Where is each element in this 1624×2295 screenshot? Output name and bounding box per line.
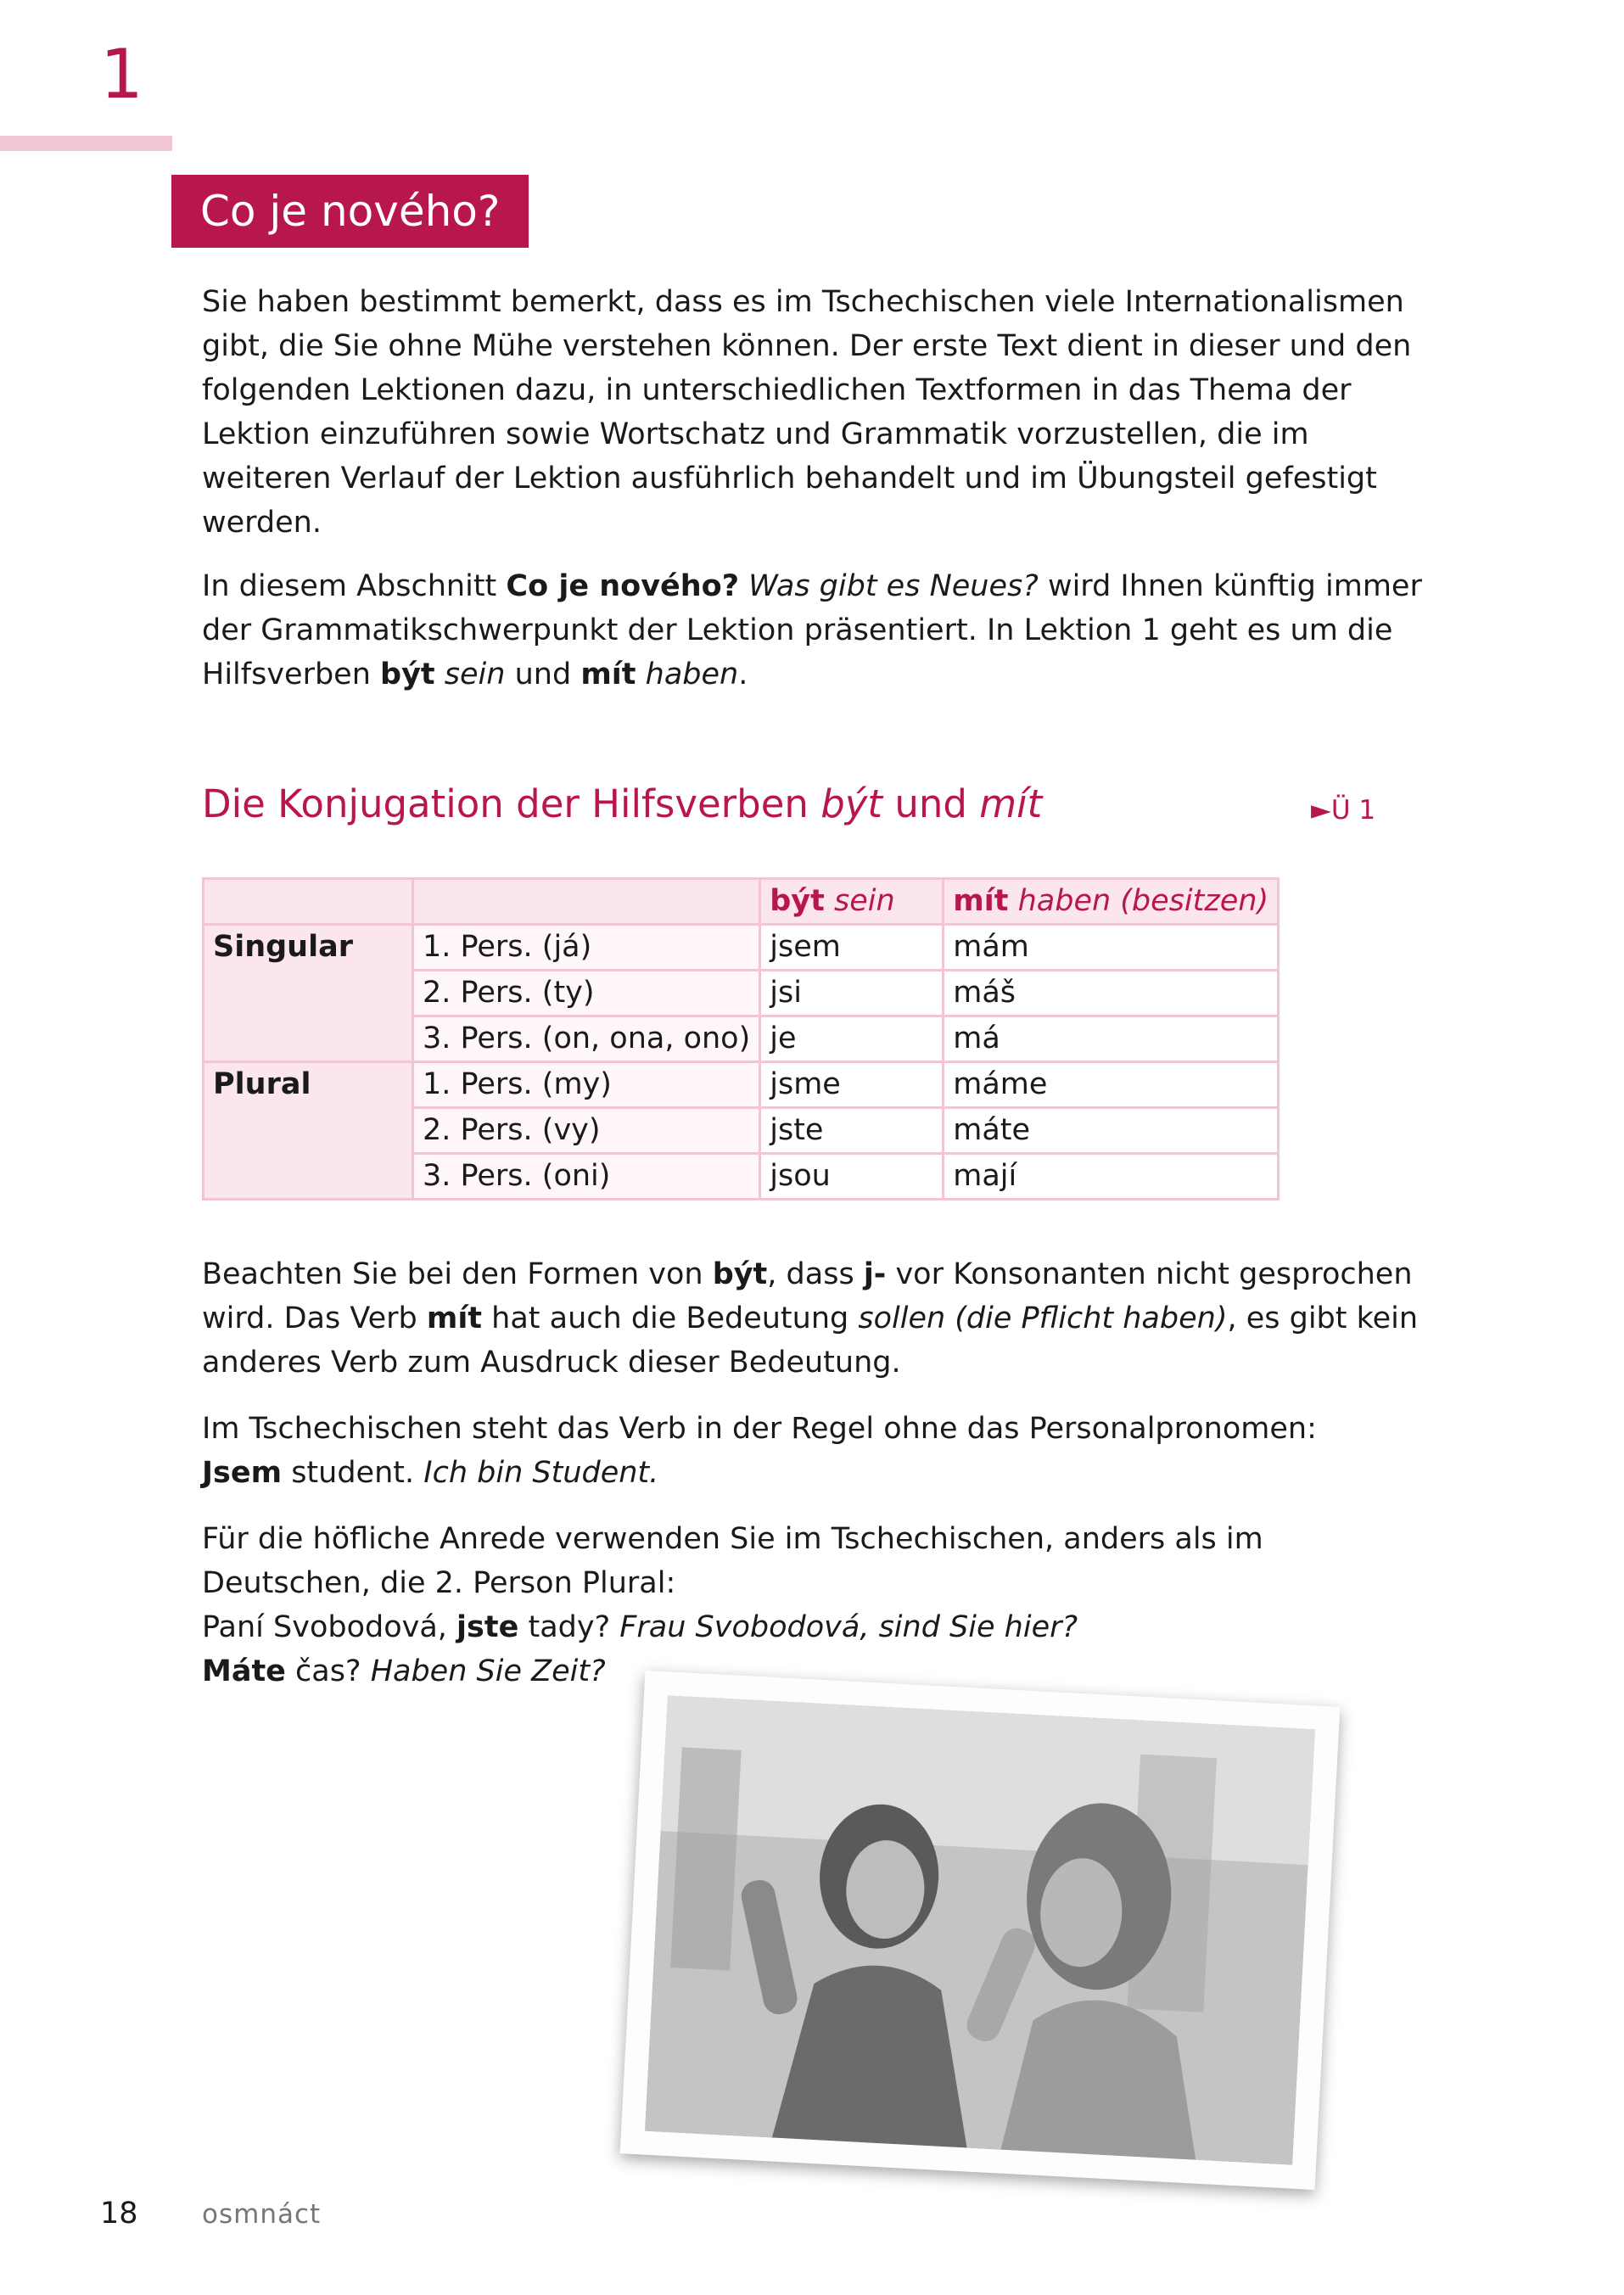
text-run: Beachten Sie bei den Formen von <box>202 1257 713 1291</box>
intro-paragraph-2 <box>202 564 1424 697</box>
subheading-mit: mít <box>979 781 1043 826</box>
text-run: , dass <box>767 1257 864 1291</box>
photo-frame <box>620 1671 1341 2190</box>
byt-form: jste <box>760 1108 944 1154</box>
translation: sollen (die Pflicht haben) <box>858 1301 1228 1335</box>
header-mit: mít <box>953 884 1009 918</box>
term-byt: být <box>380 658 435 691</box>
conjugation-table <box>202 877 1280 1201</box>
byt-form: jsi <box>760 971 944 1016</box>
page-number: 18 <box>100 2197 138 2231</box>
exercise-reference: ►Ü 1 <box>1311 795 1376 826</box>
text-run: vor Konsonanten nicht gesprochen wird. Das Verb <box>202 1257 1413 1335</box>
page-number-word: osmnáct <box>202 2199 322 2230</box>
term-co-je-noveho: Co je nového? <box>506 569 740 603</box>
group-label-plural: Plural <box>204 1062 413 1200</box>
byt-form: jsou <box>760 1154 944 1200</box>
byt-form: jsem <box>760 925 944 971</box>
term-mit: mít <box>426 1301 483 1335</box>
person-cell: 1. Pers. (my) <box>413 1062 760 1108</box>
header-cell-byt <box>760 879 944 925</box>
byt-form: jsme <box>760 1062 944 1108</box>
table-row <box>204 1062 1279 1108</box>
header-byt-translation: sein <box>834 884 895 918</box>
person-cell: 2. Pers. (vy) <box>413 1108 760 1154</box>
translation: Ich bin Student. <box>423 1456 659 1490</box>
photo-illustration <box>645 1695 1315 2164</box>
text-run: hat auch die Bedeutung <box>482 1301 859 1335</box>
text-run: Im Tschechischen steht das Verb in der Regel ohne das Personalpronomen: <box>202 1412 1317 1446</box>
chapter-bar <box>0 136 172 151</box>
text-run: . <box>738 658 748 691</box>
text-run: tady? <box>518 1610 620 1644</box>
text-run: student. <box>282 1456 424 1490</box>
term-byt: být <box>712 1257 768 1291</box>
translation: haben <box>645 658 739 691</box>
table-header-row <box>204 879 1279 925</box>
mit-form: mám <box>944 925 1279 971</box>
mit-form: máme <box>944 1062 1279 1108</box>
photo-image <box>645 1695 1315 2164</box>
example-jste: jste <box>456 1610 519 1644</box>
example-jsem: Jsem <box>202 1456 283 1490</box>
subheading-byt: být <box>820 781 883 826</box>
table-row <box>204 925 1279 971</box>
byt-form: je <box>760 1016 944 1062</box>
header-cell-mit <box>944 879 1279 925</box>
translation: Frau Svobodová, sind Sie hier? <box>619 1610 1078 1644</box>
subheading-text: Die Konjugation der Hilfsverben <box>202 781 821 826</box>
term-mit: mít <box>580 658 636 691</box>
intro-paragraph-1: Sie haben bestimmt bemerkt, dass es im Tschechischen viele Internationalismen gibt, die Sie ohne Mühe verstehen können. Der erste Text dient in dieser und den folgenden Lektionen dazu, in unterschiedlichen Textformen in das Thema der Lektion einzuführen sowie Wortschatz und Grammatik vorzustellen, die im weiteren Verlauf der Lektion ausführlich behandelt und im Übungsteil gefestigt werden. <box>202 285 1412 540</box>
header-mit-translation: haben (besitzen) <box>1017 884 1269 918</box>
translation: Was gibt es Neues? <box>748 569 1039 603</box>
section-title: Co je nového? <box>171 175 529 248</box>
header-byt: být <box>770 884 825 918</box>
chapter-number: 1 <box>100 35 143 114</box>
text-run: čas? <box>285 1654 371 1688</box>
note-paragraph-1 <box>202 1252 1424 1385</box>
person-cell: 3. Pers. (on, ona, ono) <box>413 1016 760 1062</box>
text-run: Paní Svobodová, <box>202 1610 457 1644</box>
person-cell: 2. Pers. (ty) <box>413 971 760 1016</box>
translation: Haben Sie Zeit? <box>370 1654 606 1688</box>
text-run: Für die höfliche Anrede verwenden Sie im Tschechischen, anders als im Deutschen, die 2. Person Plural: <box>202 1522 1263 1600</box>
mit-form: má <box>944 1016 1279 1062</box>
note-paragraph-2 <box>202 1407 1424 1495</box>
subheading-text: und <box>882 781 980 826</box>
header-cell <box>413 879 760 925</box>
person-cell: 1. Pers. (já) <box>413 925 760 971</box>
example-mate: Máte <box>202 1654 286 1688</box>
subheading <box>202 779 1042 830</box>
text-run: wird Ihnen künftig immer der Grammatikschwerpunkt der Lektion präsentiert. In Lektion 1 geht es um die Hilfsverben <box>202 569 1422 691</box>
mit-form: mají <box>944 1154 1279 1200</box>
translation: sein <box>444 658 506 691</box>
mit-form: máš <box>944 971 1279 1016</box>
text-run: und <box>505 658 581 691</box>
note-paragraph-3 <box>202 1517 1424 1693</box>
person-cell: 3. Pers. (oni) <box>413 1154 760 1200</box>
text-run: In diesem Abschnitt <box>202 569 507 603</box>
text-run: , es gibt kein anderes Verb zum Ausdruck dieser Bedeutung. <box>202 1301 1419 1380</box>
group-label-singular: Singular <box>204 925 413 1062</box>
header-cell <box>204 879 413 925</box>
term-j: j- <box>863 1257 887 1291</box>
mit-form: máte <box>944 1108 1279 1154</box>
